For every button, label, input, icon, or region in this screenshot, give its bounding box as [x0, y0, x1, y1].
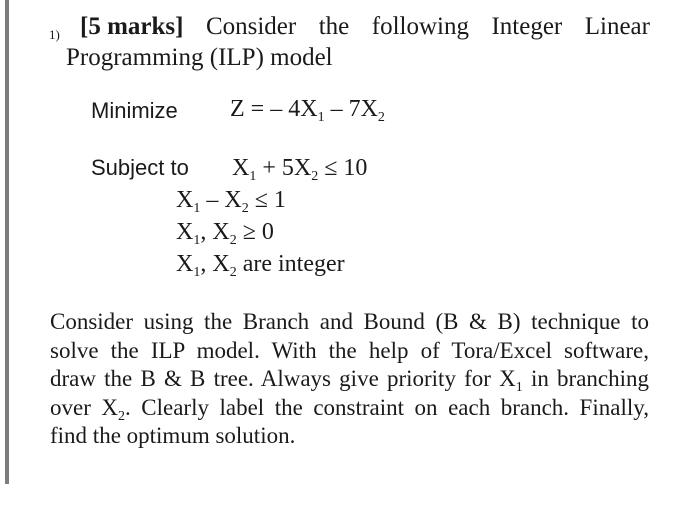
left-margin-bar [5, 0, 9, 484]
objective-label: Minimize [91, 98, 178, 123]
question-number: 1) [49, 27, 60, 42]
objective-function: Z = – $4X_1 - 7X_2$ [230, 96, 385, 125]
intro-word: Consider [205, 13, 297, 40]
question-intro-line [80, 13, 650, 41]
instructions-paragraph [50, 308, 649, 451]
constraint-integer: $X_1$, $X_2$ are integer [176, 251, 345, 280]
constraint-1: $X_1 + 5X_2 \le 10$ [232, 155, 368, 184]
question-intro-line-2: Programming (ILP) model [66, 44, 333, 71]
intro-word: Integer [491, 13, 563, 40]
subject-to-label: Subject to [91, 155, 189, 180]
intro-word: Linear [584, 13, 650, 40]
question-marks: [5 marks] [80, 13, 184, 40]
intro-word: following [371, 13, 469, 40]
paragraph-line: draw the B & B tree. Always give priority for $X_1$ in branching [50, 366, 649, 395]
paragraph-line: Consider using the Branch and Bound (B & B) technique to [50, 309, 649, 334]
intro-word: the [318, 13, 350, 40]
paragraph-line: find the optimum solution. [50, 423, 296, 448]
constraint-nonnegativity: $X_1$, $X_2 \ge 0$ [176, 219, 274, 248]
paragraph-line: solve the ILP model. With the help of Tora/Excel software, [50, 337, 649, 363]
constraint-2: $X_1 - X_2 \le 1$ [176, 187, 286, 216]
paragraph-line: over $X_2$. Clearly label the constraint on each branch. Finally, [50, 394, 649, 424]
